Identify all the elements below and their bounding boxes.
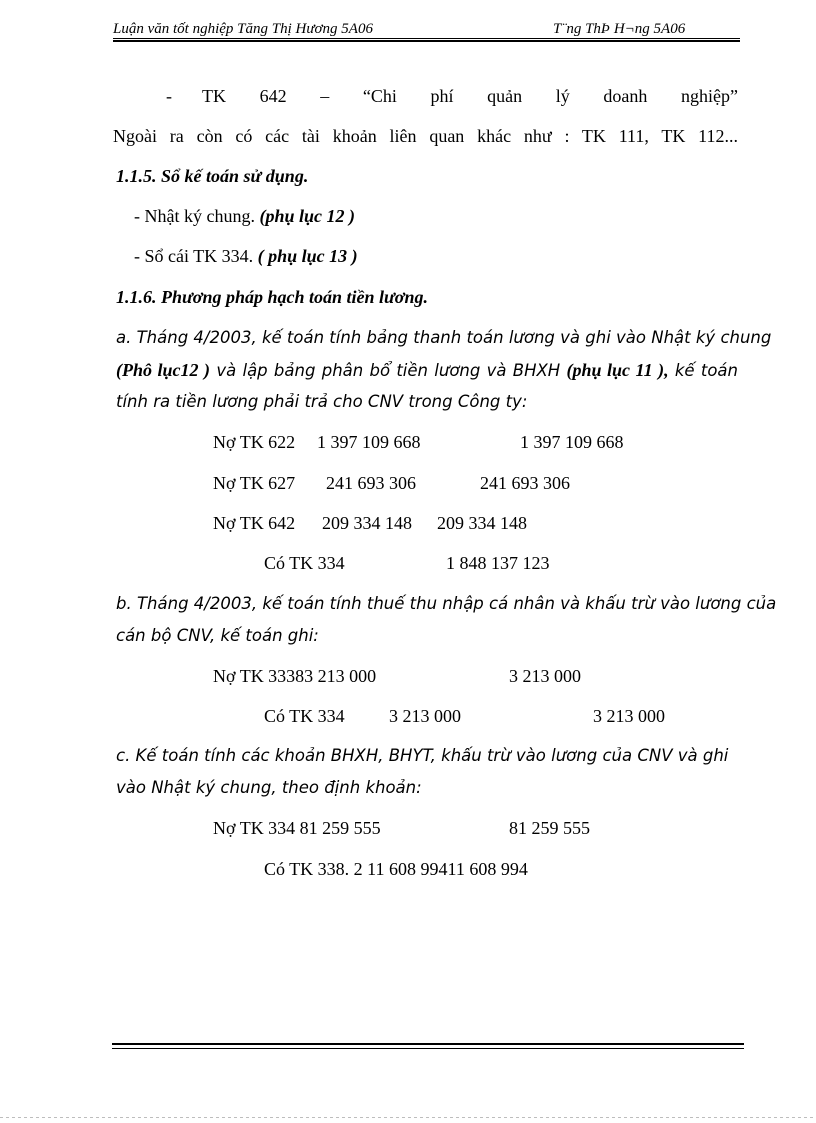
entry-label: Nợ TK 627 (213, 473, 296, 493)
entry-value: 3 213 000 (593, 706, 665, 726)
list-item-ref: ( phụ lục 13 ) (257, 246, 358, 266)
para-c-line1: c. Kế toán tính các khoản BHXH, BHYT, khấu trừ vào lương của CNV và ghi (116, 746, 729, 765)
para-c-line2: vào Nhật ký chung, theo định khoản: (116, 778, 422, 797)
entry-value: 3 213 000 (389, 706, 461, 726)
entry-label: Nợ TK 622 (213, 432, 296, 452)
header-rule-thick (113, 40, 740, 42)
entry-label: Nợ TK 334 81 259 555 (213, 818, 381, 838)
list-item-text: - Nhật ký chung. (134, 206, 260, 226)
entry-value: 81 259 555 (509, 818, 590, 838)
entry-value: 241 693 306 (480, 473, 570, 493)
para-a-line1: a. Tháng 4/2003, kế toán tính bảng thanh toán lương và ghi vào Nhật ký chung (116, 328, 772, 347)
list-item-text: - Sổ cái TK 334. (134, 246, 258, 266)
footer-rule-thick (112, 1043, 744, 1045)
entry-label: Nợ TK 642 (213, 513, 296, 533)
entry-value: 1 848 137 123 (446, 553, 550, 573)
entry-value: 241 693 306 (326, 473, 416, 493)
entry-label: Nợ TK 33383 213 000 (213, 666, 377, 686)
entry-value: 1 397 109 668 (317, 432, 421, 452)
ref-phu-luc-11: (phụ lục 11 ), (566, 360, 669, 380)
entry-value: 209 334 148 (322, 513, 412, 533)
header-right: T¨ng ThÞ H¬ng 5A06 (553, 21, 686, 37)
header-rule (113, 38, 740, 39)
header-left: Luận văn tốt nghiệp Tăng Thị Hương 5A06 (113, 21, 373, 37)
list-item-ref: (phụ lục 12 ) (259, 206, 355, 226)
footer-rule (112, 1048, 744, 1049)
heading-115: 1.1.5. Sổ kế toán sử dụng. (116, 166, 309, 186)
entry-label: Có TK 334 (264, 553, 345, 573)
para-a-line2 (116, 360, 738, 381)
list-item (134, 206, 355, 227)
para-b-line2: cán bộ CNV, kế toán ghi: (116, 626, 319, 645)
page-edge-dots (0, 1117, 816, 1118)
ref-phu-luc-12: (Phô lục12 ) (116, 360, 211, 380)
entry-label: Có TK 338. 2 11 608 99411 608 994 (264, 859, 528, 879)
entry-value: 1 397 109 668 (520, 432, 624, 452)
entry-value: 209 334 148 (437, 513, 527, 533)
entry-label: Có TK 334 (264, 706, 345, 726)
entry-value: 3 213 000 (509, 666, 581, 686)
intro-line2: Ngoài ra còn có các tài khoản liên quan khác như : TK 111, TK 112... (113, 126, 738, 146)
heading-116: 1.1.6. Phương pháp hạch toán tiền lương. (116, 287, 428, 307)
list-item (134, 246, 358, 267)
para-b-line1: b. Tháng 4/2003, kế toán tính thuế thu nhập cá nhân và khấu trừ vào lương của (116, 594, 777, 613)
para-a-text-1: và lập bảng phân bổ tiền lương và BHXH (210, 361, 567, 380)
bullet-dash: - (166, 86, 172, 106)
bullet-tk642: TK 642 – “Chi phí quản lý doanh nghiệp” (202, 86, 738, 106)
para-a-line3: tính ra tiền lương phải trả cho CNV trong Công ty: (116, 392, 528, 411)
para-a-text-2: kế toán (668, 361, 738, 380)
